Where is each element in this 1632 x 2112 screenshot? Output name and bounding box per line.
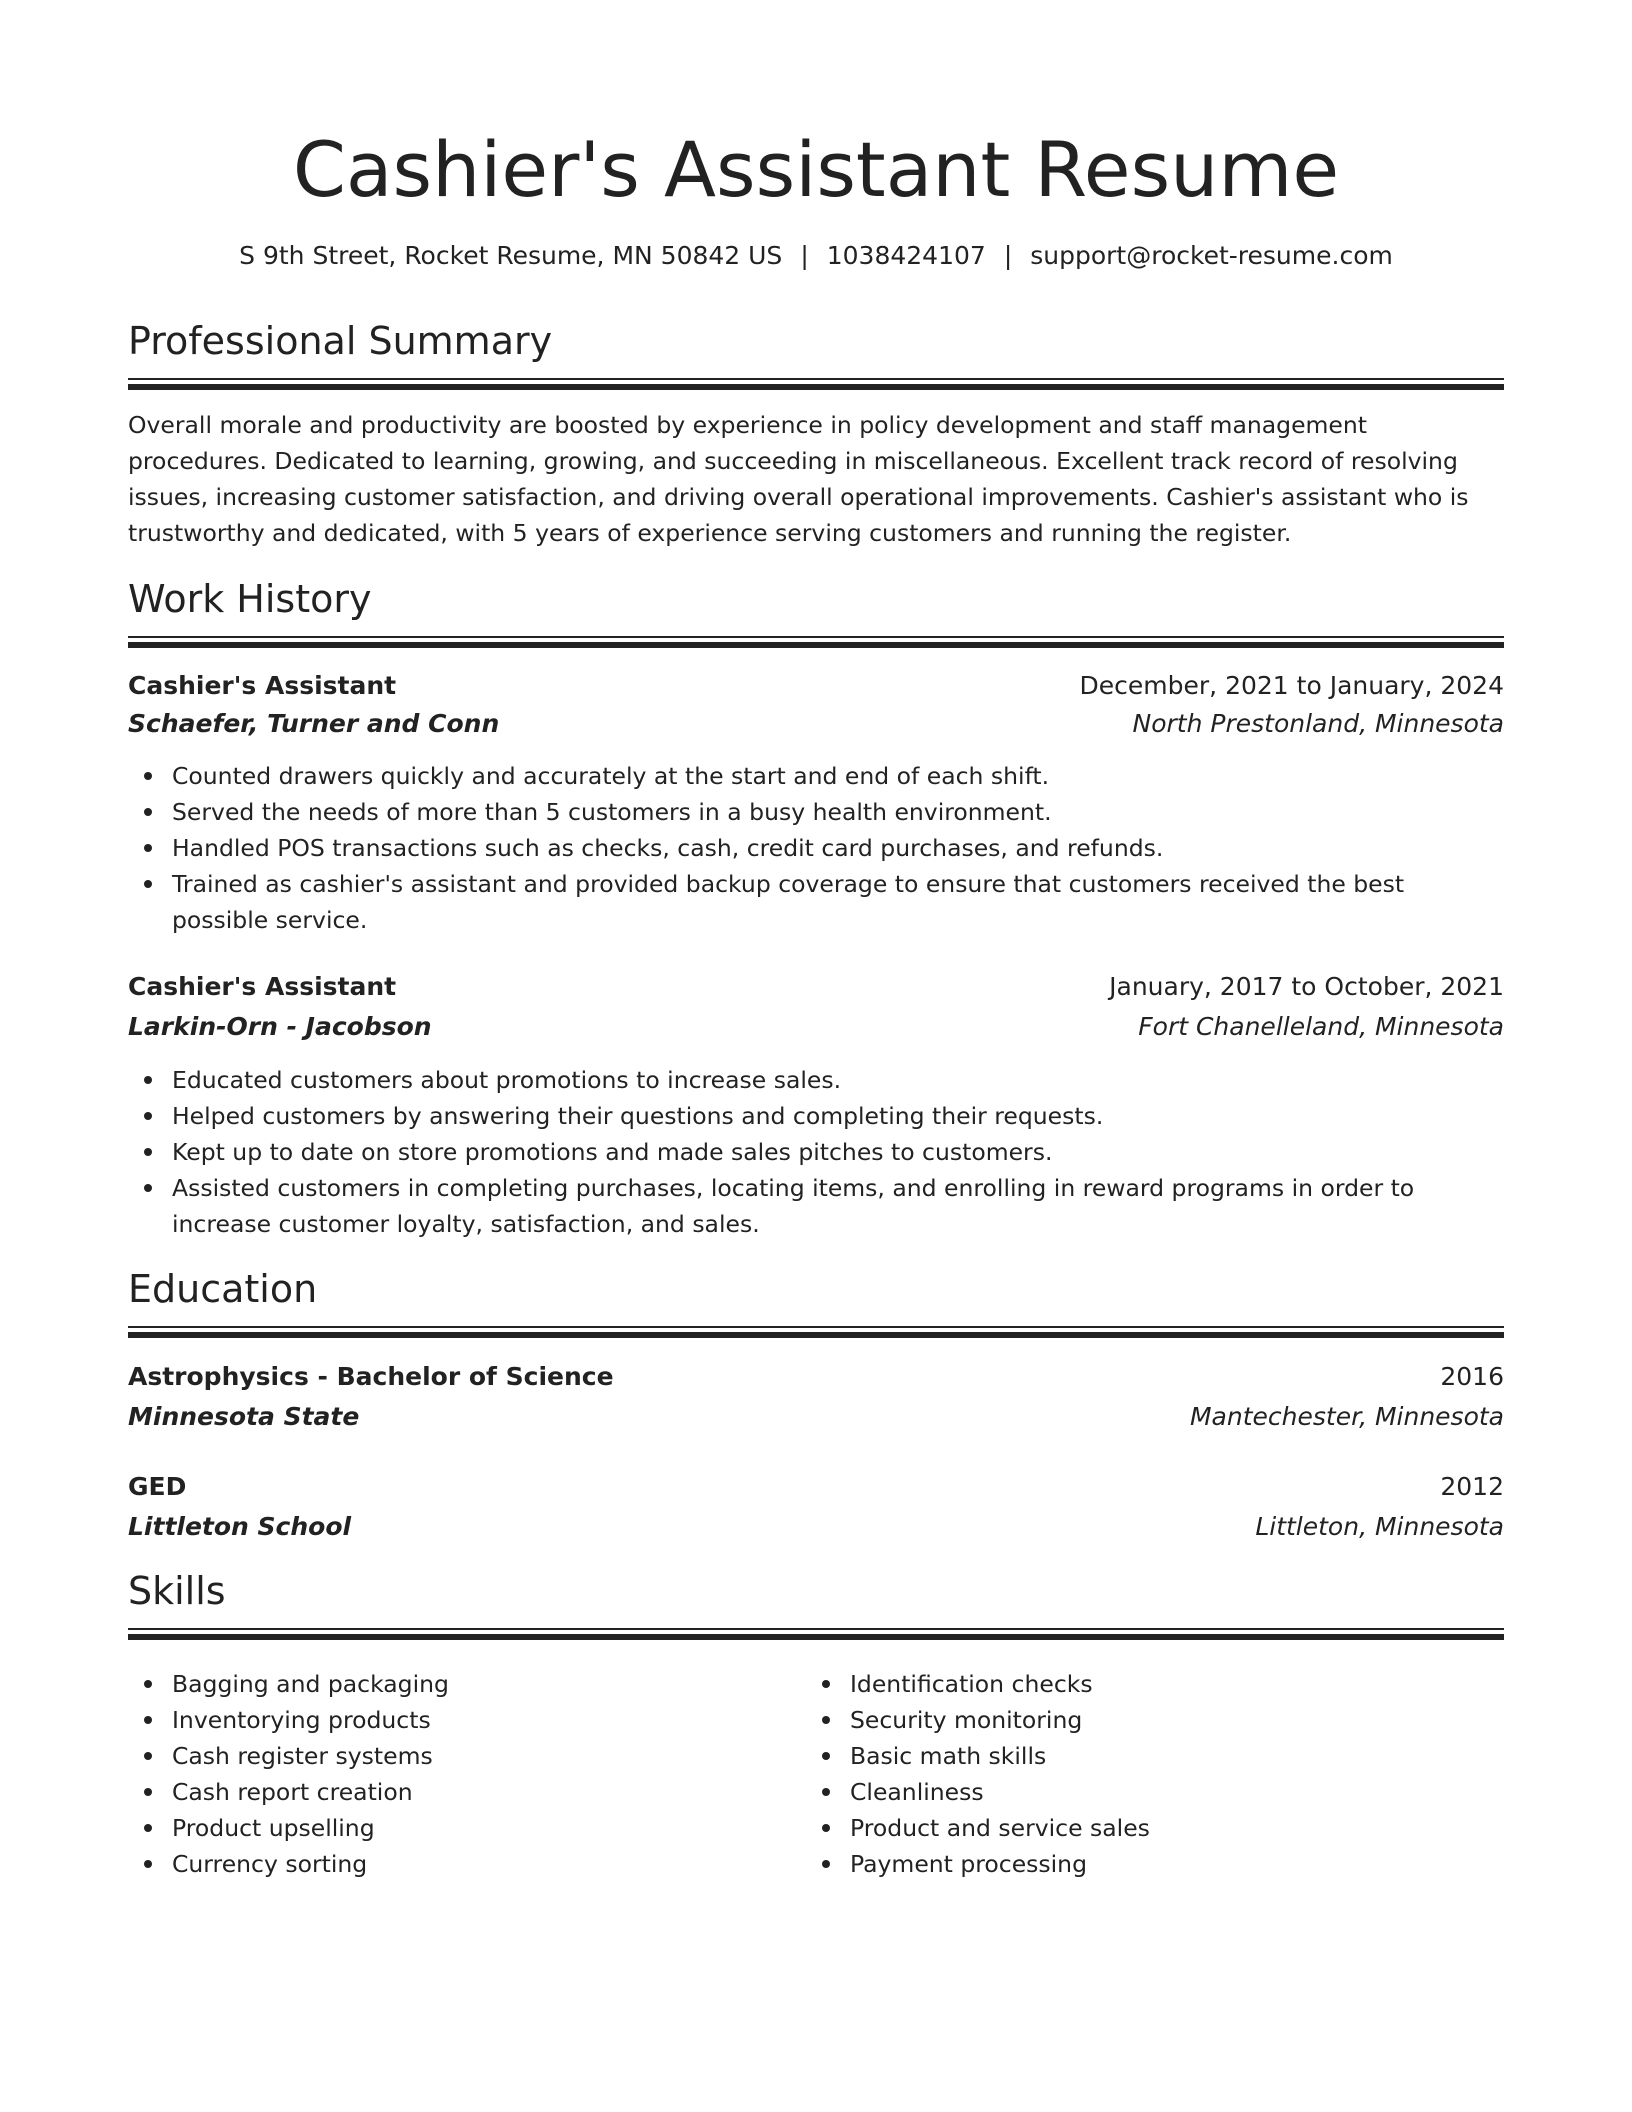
section-divider	[128, 1628, 1504, 1641]
list-item: Counted drawers quickly and accurately at the start and end of each shift.	[172, 758, 1504, 794]
list-item: Educated customers about promotions to increase sales.	[172, 1062, 1504, 1098]
education-location: Mantechester, Minnesota	[1189, 1402, 1504, 1431]
education-header	[128, 1358, 1504, 1396]
list-item: Handled POS transactions such as checks, cash, credit card purchases, and refunds.	[172, 830, 1504, 866]
education-location: Littleton, Minnesota	[1255, 1512, 1504, 1541]
list-item: Served the needs of more than 5 customers in a busy health environment.	[172, 794, 1504, 830]
contact-separator: |	[800, 241, 809, 270]
summary-text: Overall morale and productivity are boosted by experience in policy development and staff management procedures. Dedicated to learning, growing, and succeeding in miscellaneous. Excellent track record of resolving issues, increasing customer satisfaction, and driving overall operational improvements. Cashier's assistant who is trustworthy and dedicated, with 5 years of experience serving customers and running the register.	[128, 411, 1469, 547]
education-subheader	[128, 1508, 1504, 1546]
education-year: 2012	[1440, 1472, 1504, 1501]
section-divider	[128, 378, 1504, 391]
resume-title: Cashier's Assistant Resume	[292, 125, 1340, 214]
skills-list	[128, 1666, 806, 1882]
education-school: Littleton School	[128, 1512, 352, 1541]
list-item: Trained as cashier's assistant and provided backup coverage to ensure that customers received the best possible service.	[172, 866, 1504, 938]
education-school: Minnesota State	[128, 1402, 360, 1431]
skills-heading: Skills	[128, 1569, 226, 1613]
contact-separator: |	[1003, 241, 1013, 270]
skill-item: Product upselling	[172, 1810, 806, 1846]
skill-item: Security monitoring	[850, 1702, 1484, 1738]
job-dates: January, 2017 to October, 2021	[1109, 972, 1504, 1001]
email: support@rocket-resume.com	[1030, 241, 1393, 270]
job-title: Cashier's Assistant	[128, 972, 397, 1001]
job-subheader	[128, 1008, 1504, 1046]
skill-item: Product and service sales	[850, 1810, 1484, 1846]
job-header	[128, 667, 1504, 705]
education-degree: Astrophysics - Bachelor of Science	[128, 1362, 614, 1391]
job-company: Larkin-Orn - Jacobson	[128, 1012, 432, 1041]
job-company: Schaefer, Turner and Conn	[128, 709, 500, 738]
skill-item: Basic math skills	[850, 1738, 1484, 1774]
job-bullets	[128, 758, 1504, 938]
education-heading: Education	[128, 1267, 318, 1311]
job-header	[128, 968, 1504, 1006]
job-dates: December, 2021 to January, 2024	[1079, 671, 1504, 700]
education-subheader	[128, 1398, 1504, 1436]
job-title: Cashier's Assistant	[128, 671, 397, 700]
skill-item: Cash report creation	[172, 1774, 806, 1810]
list-item: Assisted customers in completing purchases, locating items, and enrolling in reward programs in order to increase customer loyalty, satisfaction, and sales.	[172, 1170, 1504, 1242]
skill-item: Bagging and packaging	[172, 1666, 806, 1702]
skill-item: Identification checks	[850, 1666, 1484, 1702]
education-year: 2016	[1440, 1362, 1504, 1391]
education-header	[128, 1468, 1504, 1506]
education-degree: GED	[128, 1472, 187, 1501]
job-location: North Prestonland, Minnesota	[1132, 709, 1504, 738]
skill-item: Inventorying products	[172, 1702, 806, 1738]
list-item: Helped customers by answering their questions and completing their requests.	[172, 1098, 1504, 1134]
skill-item: Payment processing	[850, 1846, 1484, 1882]
contact-line	[128, 238, 1504, 274]
summary-heading: Professional Summary	[128, 319, 553, 363]
address: S 9th Street, Rocket Resume, MN 50842 US	[239, 241, 783, 270]
job-location: Fort Chanelleland, Minnesota	[1138, 1012, 1504, 1041]
skills-list	[806, 1666, 1484, 1882]
job-subheader	[128, 705, 1504, 743]
list-item: Kept up to date on store promotions and made sales pitches to customers.	[172, 1134, 1504, 1170]
work-heading: Work History	[128, 577, 372, 621]
skill-item: Currency sorting	[172, 1846, 806, 1882]
phone: 1038424107	[826, 241, 986, 270]
job-bullets	[128, 1062, 1504, 1242]
section-divider	[128, 636, 1504, 649]
skill-item: Cleanliness	[850, 1774, 1484, 1810]
section-divider	[128, 1326, 1504, 1339]
skill-item: Cash register systems	[172, 1738, 806, 1774]
